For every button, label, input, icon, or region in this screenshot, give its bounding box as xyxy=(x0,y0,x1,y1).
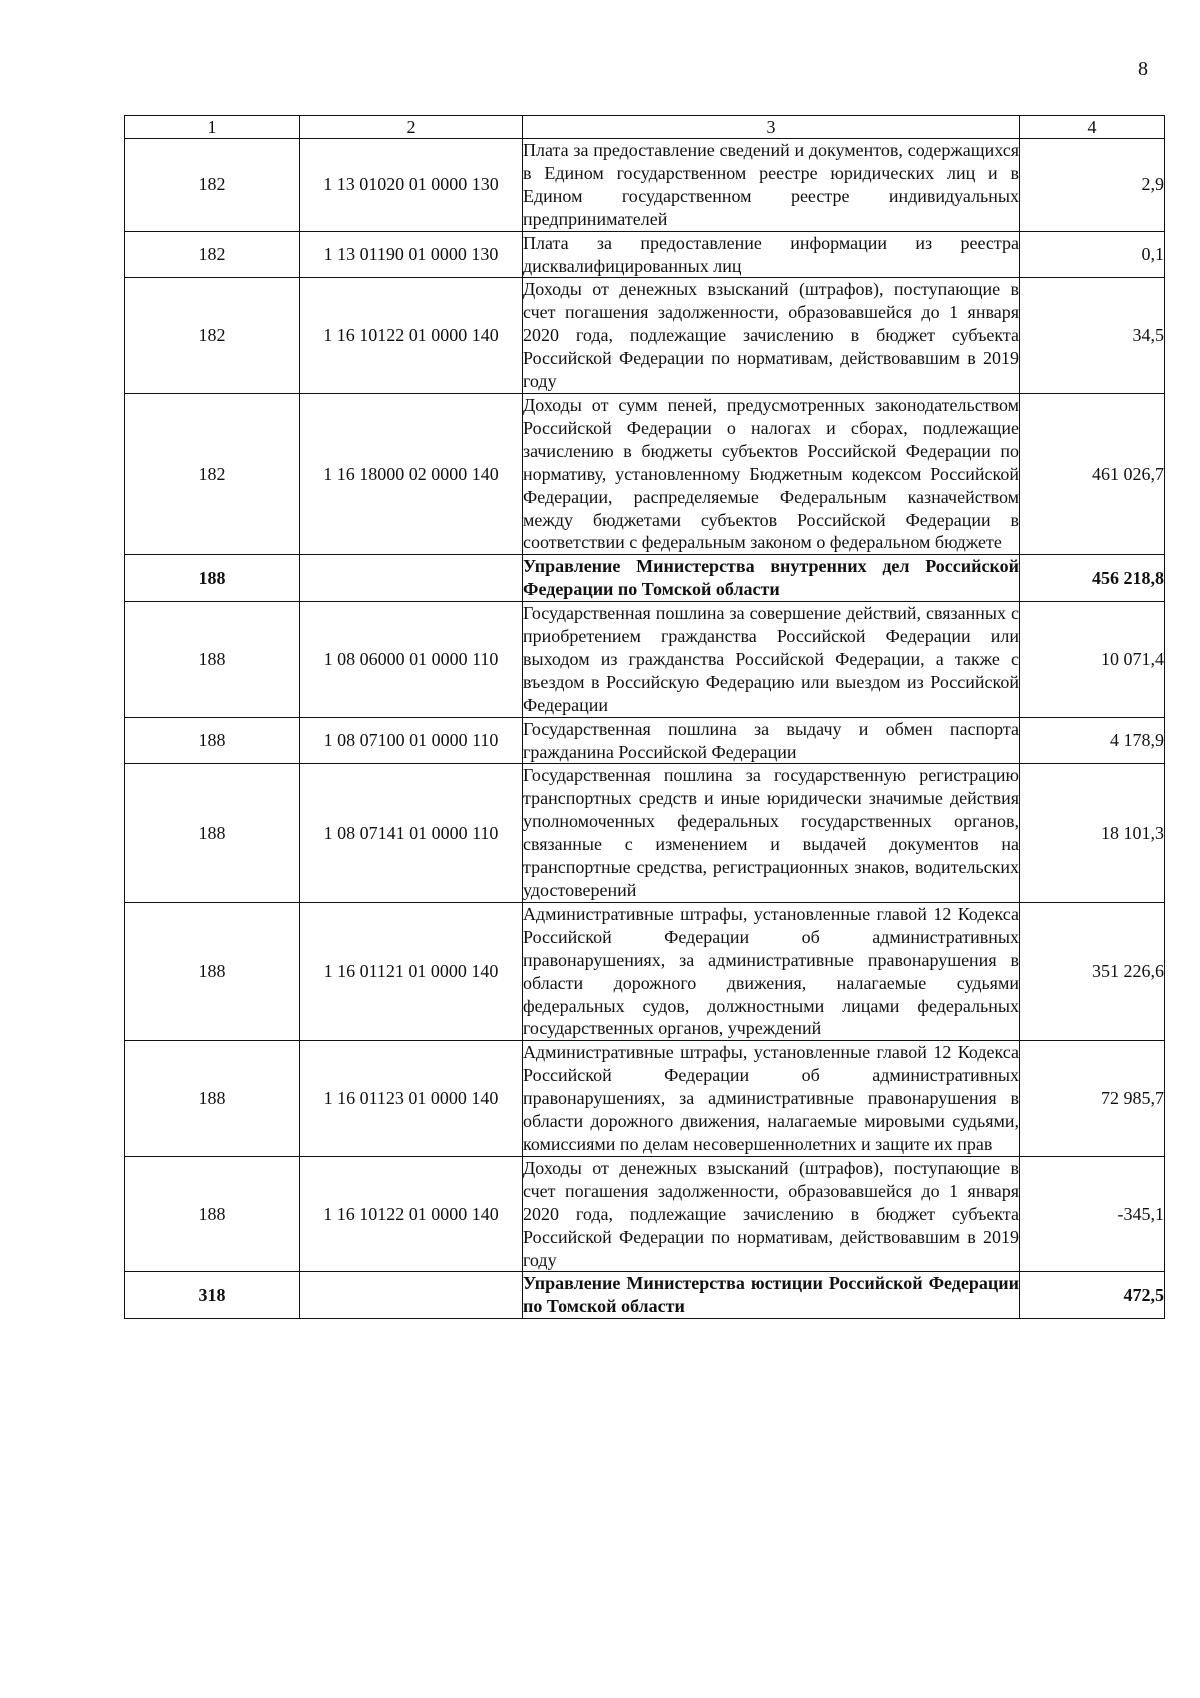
revenue-name-cell: Государственная пошлина за государственную регистрацию транспортных средств и иные юридически значимые действия уполномоченных федеральных государственных органов, связанные с изменением и выдачей документов на транспортные средства, регистрационных знаков, водительских удостоверений xyxy=(523,764,1020,902)
table-row-administrator xyxy=(125,1272,1165,1319)
table-row xyxy=(125,717,1165,764)
budget-code-cell: 1 16 10122 01 0000 140 xyxy=(300,1156,523,1272)
budget-code-cell: 1 16 01121 01 0000 140 xyxy=(300,902,523,1040)
budget-code-cell: 1 08 07100 01 0000 110 xyxy=(300,717,523,764)
table-row xyxy=(125,1156,1165,1272)
revenue-name-cell: Плата за предоставление сведений и документов, содержащихся в Едином государственном реестре юридических лиц и в Едином государственном реестре индивидуальных предпринимателей xyxy=(523,139,1020,232)
amount-cell: 351 226,6 xyxy=(1020,902,1165,1040)
table-row xyxy=(125,139,1165,232)
admin-code-cell: 318 xyxy=(125,1272,300,1319)
revenue-name-cell: Управление Министерства внутренних дел Российской Федерации по Томской области xyxy=(523,555,1020,602)
revenue-name-cell: Управление Министерства юстиции Российской Федерации по Томской области xyxy=(523,1272,1020,1319)
amount-cell: 461 026,7 xyxy=(1020,393,1165,554)
table-row xyxy=(125,231,1165,278)
amount-cell: 4 178,9 xyxy=(1020,717,1165,764)
revenue-name-cell: Плата за предоставление информации из реестра дисквалифицированных лиц xyxy=(523,231,1020,278)
amount-cell: 472,5 xyxy=(1020,1272,1165,1319)
admin-code-cell: 188 xyxy=(125,602,300,718)
amount-cell: 2,9 xyxy=(1020,139,1165,232)
admin-code-cell: 188 xyxy=(125,1156,300,1272)
table-row xyxy=(125,602,1165,718)
budget-code-cell: 1 13 01020 01 0000 130 xyxy=(300,139,523,232)
column-number-3: 3 xyxy=(523,116,1020,139)
amount-cell: -345,1 xyxy=(1020,1156,1165,1272)
budget-code-cell: 1 13 01190 01 0000 130 xyxy=(300,231,523,278)
revenue-name-cell: Государственная пошлина за совершение действий, связанных с приобретением гражданства Российской Федерации или выходом из гражданства Российской Федерации, а также с въездом в Российскую Федерацию или выездом из Российской Федерации xyxy=(523,602,1020,718)
table-body xyxy=(125,139,1165,1319)
column-number-4: 4 xyxy=(1020,116,1165,139)
admin-code-cell: 188 xyxy=(125,764,300,902)
table-row xyxy=(125,393,1165,554)
table-row xyxy=(125,1041,1165,1157)
budget-code-cell: 1 16 10122 01 0000 140 xyxy=(300,278,523,394)
amount-cell: 18 101,3 xyxy=(1020,764,1165,902)
admin-code-cell: 188 xyxy=(125,902,300,1040)
table-row-administrator xyxy=(125,555,1165,602)
revenue-name-cell: Административные штрафы, установленные главой 12 Кодекса Российской Федерации об административных правонарушениях, за административные правонарушения в области дорожного движения, налагаемые судьями федеральных судов, должностными лицами федеральных государственных органов, учреждений xyxy=(523,902,1020,1040)
admin-code-cell: 182 xyxy=(125,231,300,278)
revenue-name-cell: Доходы от денежных взысканий (штрафов), поступающие в счет погашения задолженности, образовавшейся до 1 января 2020 года, подлежащие зачислению в бюджет субъекта Российской Федерации по нормативам, действовавшим в 2019 году xyxy=(523,278,1020,394)
budget-code-cell xyxy=(300,555,523,602)
revenue-name-cell: Доходы от денежных взысканий (штрафов), поступающие в счет погашения задолженности, образовавшейся до 1 января 2020 года, подлежащие зачислению в бюджет субъекта Российской Федерации по нормативам, действовавшим в 2019 году xyxy=(523,1156,1020,1272)
admin-code-cell: 188 xyxy=(125,717,300,764)
amount-cell: 0,1 xyxy=(1020,231,1165,278)
budget-code-cell: 1 16 18000 02 0000 140 xyxy=(300,393,523,554)
table-row xyxy=(125,278,1165,394)
table-row xyxy=(125,902,1165,1040)
amount-cell: 10 071,4 xyxy=(1020,602,1165,718)
amount-cell: 34,5 xyxy=(1020,278,1165,394)
table-row xyxy=(125,764,1165,902)
column-number-row xyxy=(125,116,1165,139)
page-number: 8 xyxy=(1138,58,1148,80)
budget-code-cell: 1 08 06000 01 0000 110 xyxy=(300,602,523,718)
column-number-2: 2 xyxy=(300,116,523,139)
column-number-1: 1 xyxy=(125,116,300,139)
admin-code-cell: 188 xyxy=(125,555,300,602)
revenue-name-cell: Государственная пошлина за выдачу и обмен паспорта гражданина Российской Федерации xyxy=(523,717,1020,764)
admin-code-cell: 182 xyxy=(125,393,300,554)
budget-code-cell: 1 08 07141 01 0000 110 xyxy=(300,764,523,902)
budget-code-cell: 1 16 01123 01 0000 140 xyxy=(300,1041,523,1157)
revenue-name-cell: Доходы от сумм пеней, предусмотренных законодательством Российской Федерации о налогах и сборах, подлежащие зачислению в бюджеты субъектов Российской Федерации по нормативу, установленному Бюджетным кодексом Российской Федерации, распределяемые Федеральным казначейством между бюджетами субъектов Российской Федерации в соответствии с федеральным законом о федеральном бюджете xyxy=(523,393,1020,554)
admin-code-cell: 182 xyxy=(125,139,300,232)
revenue-name-cell: Административные штрафы, установленные главой 12 Кодекса Российской Федерации об административных правонарушениях, за административные правонарушения в области дорожного движения, налагаемые мировыми судьями, комиссиями по делам несовершеннолетних и защите их прав xyxy=(523,1041,1020,1157)
admin-code-cell: 182 xyxy=(125,278,300,394)
revenue-table xyxy=(124,115,1165,1319)
budget-code-cell xyxy=(300,1272,523,1319)
admin-code-cell: 188 xyxy=(125,1041,300,1157)
amount-cell: 72 985,7 xyxy=(1020,1041,1165,1157)
amount-cell: 456 218,8 xyxy=(1020,555,1165,602)
